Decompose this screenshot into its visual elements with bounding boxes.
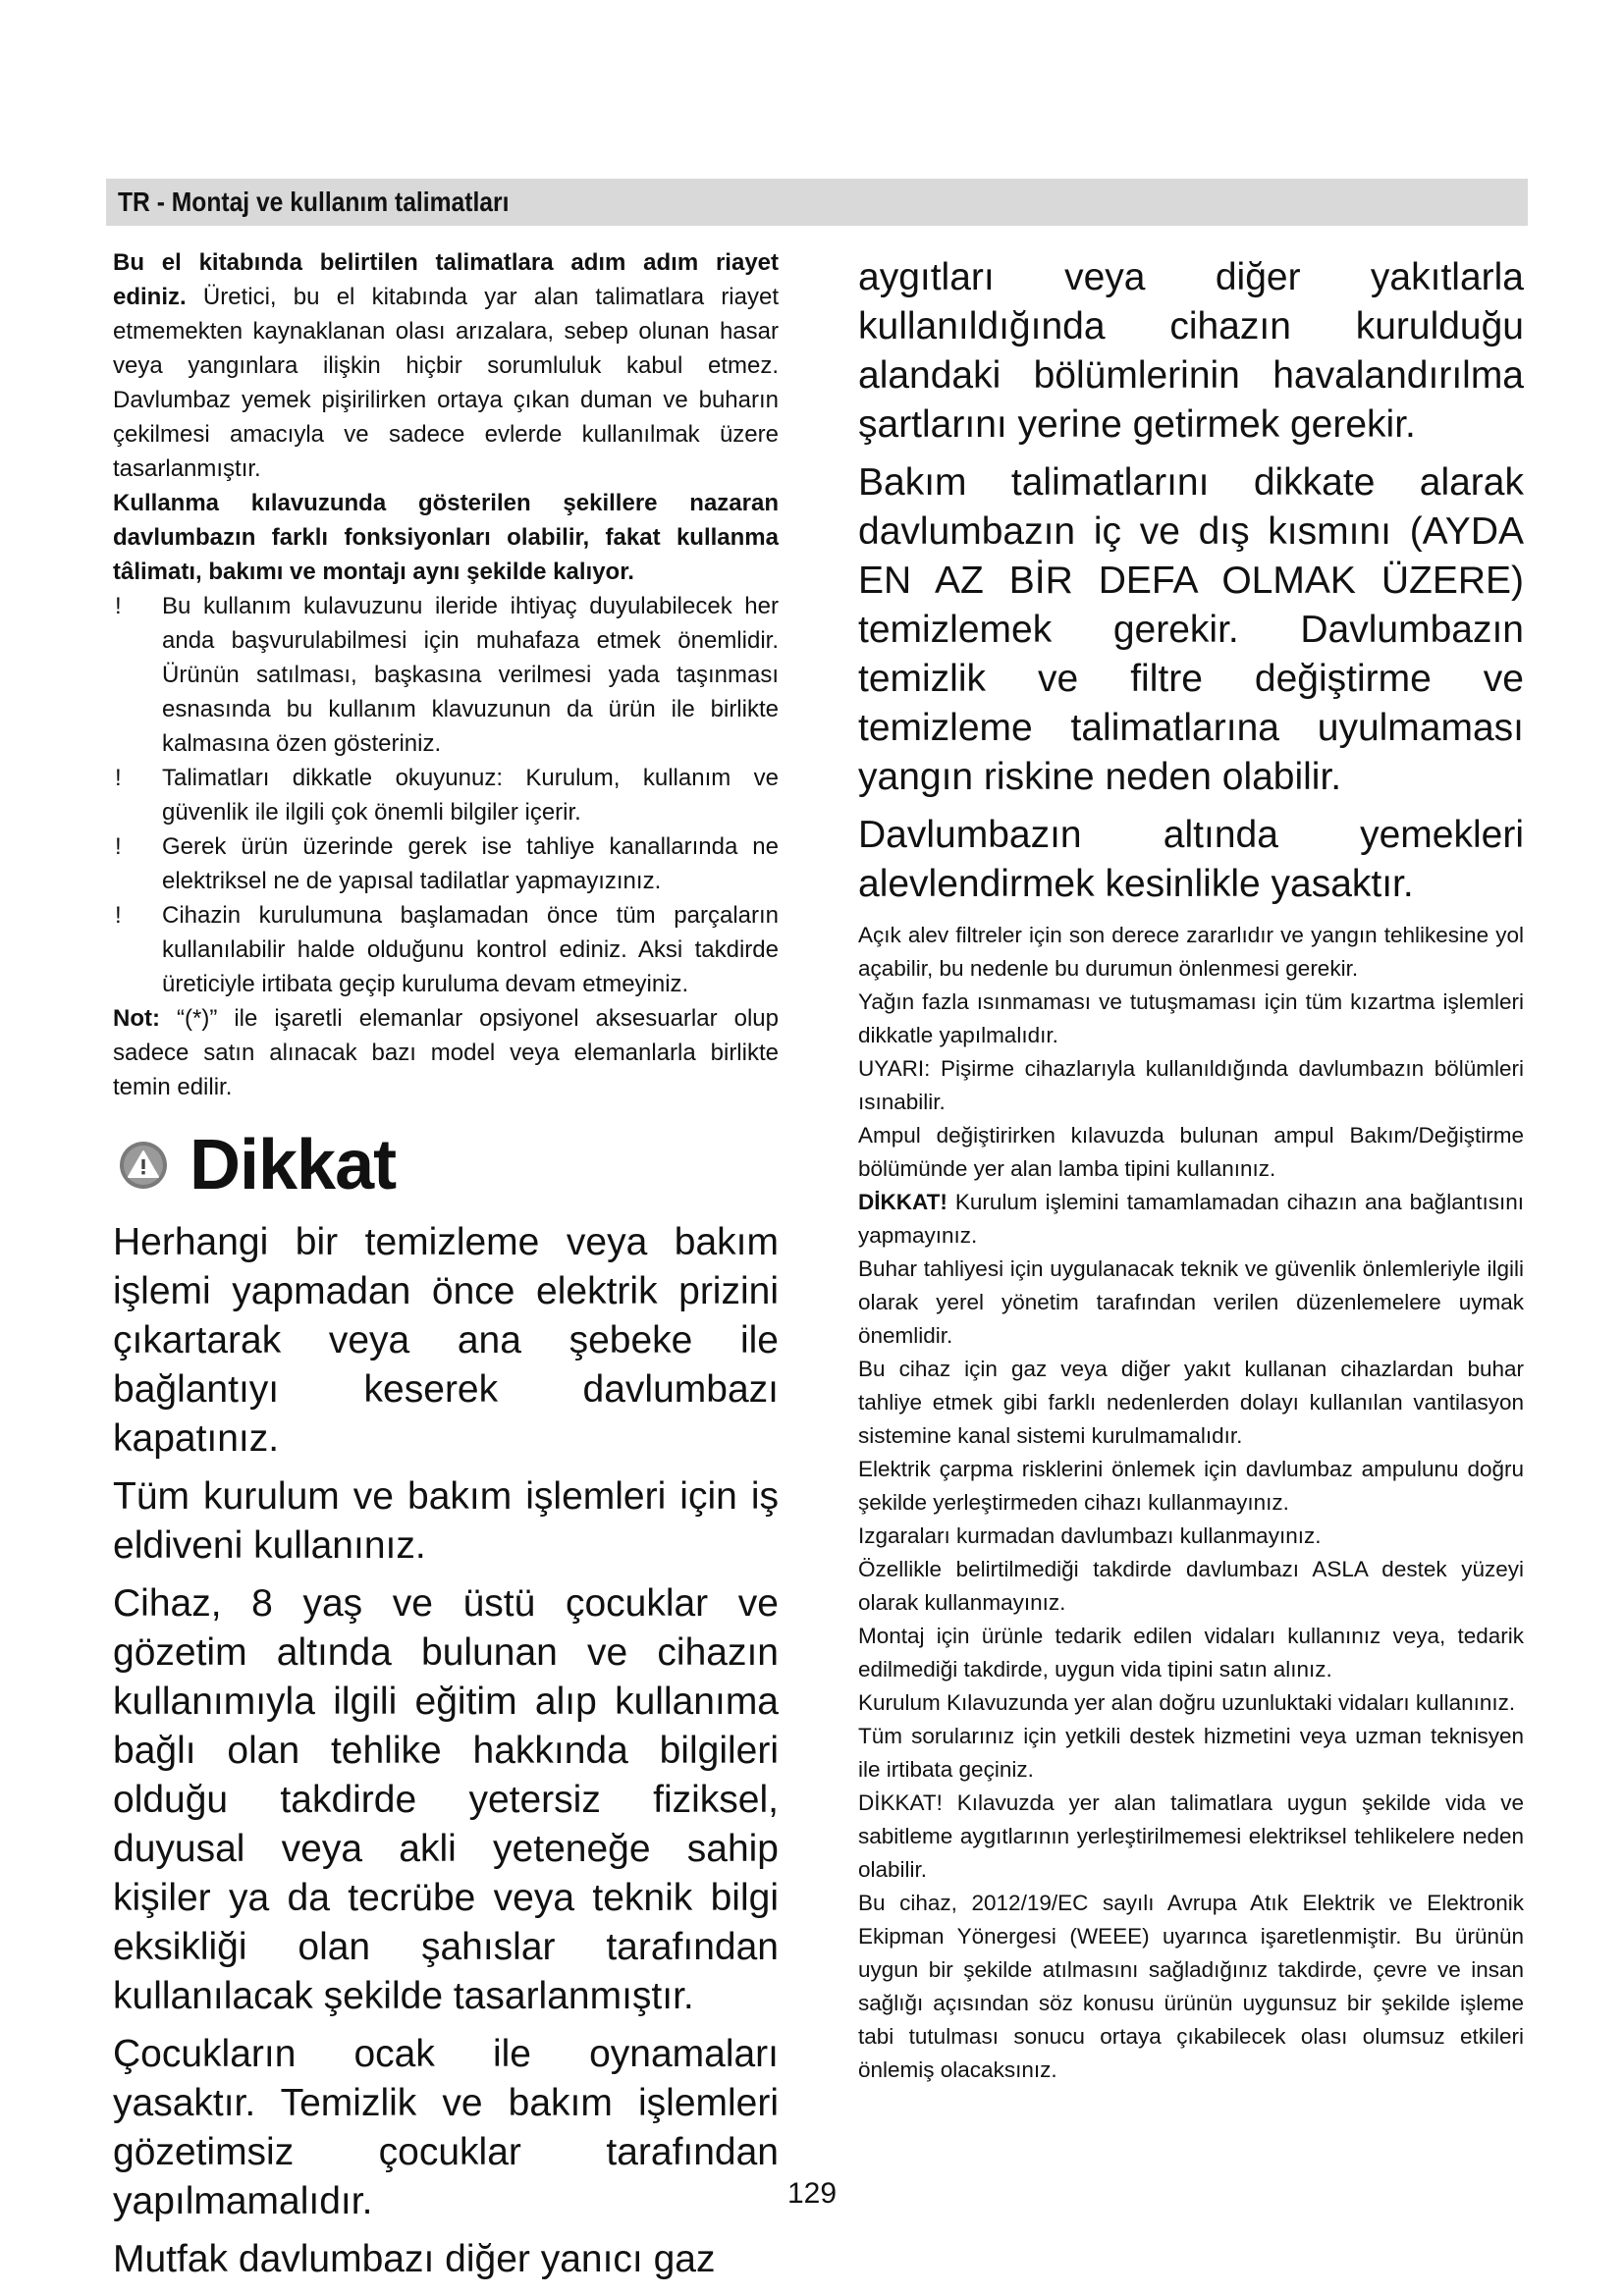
safety-paragraph: DİKKAT! Kılavuzda yer alan talimatlara uygun şekilde vida ve sabitleme aygıtlarının yerleştirilmemesi elektriksel tehlikelere neden olabilir. (858, 1790, 1524, 1882)
safety-paragraph: UYARI: Pişirme cihazlarıyla kullanıldığında davlumbazın bölümleri ısınabilir. (858, 1056, 1524, 1114)
intro-paragraph (113, 245, 779, 486)
safety-paragraph: Tüm sorularınız için yetkili destek hizmetini veya uzman teknisyen ile irtibata geçiniz. (858, 1724, 1524, 1782)
note-paragraph (113, 1001, 779, 1104)
left-column (113, 245, 779, 2284)
safety-paragraph: Montaj için ürünle tedarik edilen vidaları kullanınız veya, tedarik edilmediği takdirde, uygun vida tipini satın alınız. (858, 1624, 1524, 1682)
safety-paragraph: Kurulum Kılavuzunda yer alan doğru uzunluktaki vidaları kullanınız. (858, 1690, 1516, 1715)
bullet-item (113, 898, 779, 1001)
right-column (858, 253, 1524, 2087)
safety-paragraph: Yağın fazla ısınmaması ve tutuşmaması için tüm kızartma işlemleri dikkatle yapılmalıdır. (858, 989, 1524, 1047)
safety-paragraph: Izgaraları kurmadan davlumbazı kullanmayınız. (858, 1523, 1322, 1548)
warning-paragraph: Davlumbazın altında yemekleri alevlendirmek kesinlikle yasaktır. (858, 814, 1524, 905)
bullet-item (113, 761, 779, 829)
weee-paragraph: Bu cihaz, 2012/19/EC sayılı Avrupa Atık Elektrik ve Elektronik Ekipman Yönergesi (WEEE) uyarınca işaretlenmiştir. Bu ürünün uygun bir şekilde atılmasını sağladığınız takdirde, çevre ve insan sağlığı açısından söz konusu ürünün uygunsuz bir şekilde işleme tabi tutulması sonucu ortaya çıkabilecek olası olumsuz etkileri önlemiş olacaksınız. (858, 1891, 1524, 2082)
intro-bold: Bu el kitabında belirtilen talimatlara adım adım riayet ediniz. (113, 249, 779, 310)
caution-text: Kurulum işlemini tamamlamadan cihazın ana bağlantısını yapmayınız. (858, 1190, 1524, 1248)
section-header-bar (106, 179, 1528, 226)
bullet-item (113, 829, 779, 898)
warning-icon (119, 1141, 168, 1190)
caution-label: DİKKAT! (858, 1190, 947, 1214)
warning-heading (113, 1126, 779, 1204)
page-number: 129 (786, 2177, 838, 2210)
safety-paragraph (858, 1186, 1524, 1253)
warning-paragraph: Cihaz, 8 yaş ve üstü çocuklar ve gözetim altında bulunan ve cihazın kullanımıyla ilgili eğitim alıp kullanıma bağlı olan tehlike hakkında bilgileri olduğu takdirde yetersiz fiziksel, duyusal veya akli yeteneğe sahip kişiler ya da tecrübe veya teknik bilgi eksikliği olan şahıslar tarafından kullanılacak şekilde tasarlanmıştır. (113, 1582, 779, 2017)
bullet-marker: ! (115, 902, 122, 929)
warning-paragraph: Bakım talimatlarını dikkate alarak davlumbazın iç ve dış kısmını (AYDA EN AZ BİR DEFA OLMAK ÜZERE) temizlemek gerekir. Davlumbazın temizlik ve filtre değiştirme ve temizleme talimatlarına uyulmaması yangın riskine neden olabilir. (858, 461, 1524, 798)
safety-paragraph: Özellikle belirtilmediği takdirde davlumbazı ASLA destek yüzeyi olarak kullanmayınız. (858, 1557, 1524, 1615)
safety-paragraph: Elektrik çarpma risklerini önlemek için davlumbaz ampulunu doğru şekilde yerleştirmeden cihazı kullanmayınız. (858, 1457, 1524, 1515)
bullet-text: Cihazin kurulumuna başlamadan önce tüm parçaların kullanılabilir halde olduğunu kontrol ediniz. Aksi takdirde üreticiyle irtibata geçip kuruluma devam etmeyiniz. (162, 902, 779, 997)
warning-paragraph: Herhangi bir temizleme veya bakım işlemi yapmadan önce elektrik prizini çıkartarak veya ana şebeke ile bağlantıyı keserek davlumbazı kapatınız. (113, 1221, 779, 1460)
warning-paragraph: Mutfak davlumbazı diğer yanıcı gaz (113, 2238, 716, 2280)
section-title: TR - Montaj ve kullanım talimatları (118, 187, 510, 217)
note-label: Not: (113, 1005, 160, 1032)
intro-text: Üretici, bu el kitabında yar alan talimatlara riayet etmemekten kaynaklanan olası arızalara, sebep olunan hasar veya yangınlara ilişkin hiçbir sorumluluk kabul etmez. Davlumbaz yemek pişirilirken ortaya çıkan duman ve buharın çekilmesi amacıyla ve sadece evlerde kullanılmak üzere tasarlanmıştır. (113, 284, 779, 482)
safety-paragraph: Buhar tahliyesi için uygulanacak teknik ve güvenlik önlemleriyle ilgili olarak yerel yönetim tarafından verilen düzenlemelere uymak önemlidir. (858, 1256, 1524, 1348)
bullet-marker: ! (115, 833, 122, 860)
note-text: “(*)” ile işaretli elemanlar opsiyonel aksesuarlar olup sadece satın alınacak bazı model veya elemanlarla birlikte temin edilir. (113, 1005, 779, 1100)
bullet-text: Gerek ürün üzerinde gerek ise tahliye kanallarında ne elektriksel ne de yapısal tadilatlar yapmayızınız. (162, 833, 779, 894)
safety-paragraph: Bu cihaz için gaz veya diğer yakıt kullanan cihazlardan buhar tahliye etmek gibi farklı nedenlerden dolayı kullanılan vantilasyon sistemine kanal sistemi kurulmamalıdır. (858, 1357, 1524, 1448)
safety-paragraph: Ampul değiştirirken kılavuzda bulunan ampul Bakım/Değiştirme bölümünde yer alan lamba tipini kullanınız. (858, 1123, 1524, 1181)
warning-paragraph: Çocukların ocak ile oynamaları yasaktır. Temizlik ve bakım işlemleri gözetimsiz çocuklar tarafından yapılmamalıdır. (113, 2033, 779, 2222)
warning-paragraph: Tüm kurulum ve bakım işlemleri için iş eldiveni kullanınız. (113, 1475, 779, 1567)
warning-paragraph: aygıtları veya diğer yakıtlarla kullanıldığında cihazın kurulduğu alandaki bölümlerinin havalandırılma şartlarını yerine getirmek gerekir. (858, 256, 1524, 446)
guide-bold: Kullanma kılavuzunda gösterilen şekillere nazaran davlumbazın farklı fonksiyonları olabilir, fakat kullanma tâlimatı, bakımı ve montajı aynı şekilde kalıyor. (113, 490, 779, 585)
bullet-marker: ! (115, 593, 122, 619)
bullet-text: Talimatları dikkatle okuyunuz: Kurulum, kullanım ve güvenlik ile ilgili çok önemli bilgiler içerir. (162, 765, 779, 826)
bullet-marker: ! (115, 765, 122, 791)
bullet-item (113, 589, 779, 761)
warning-title: Dikkat (189, 1126, 397, 1204)
bullet-text: Bu kullanım kulavuzunu ileride ihtiyaç duyulabilecek her anda başvurulabilmesi için muhafaza etmek önemlidir. Ürünün satılması, başkasına verilmesi yada taşınması esnasında bu kullanım klavuzunun da ürün ile birlikte kalmasına özen gösteriniz. (162, 593, 779, 757)
guide-paragraph (113, 486, 779, 589)
safety-paragraph: Açık alev filtreler için son derece zararlıdır ve yangın tehlikesine yol açabilir, bu nedenle bu durumun önlenmesi gerekir. (858, 923, 1524, 981)
